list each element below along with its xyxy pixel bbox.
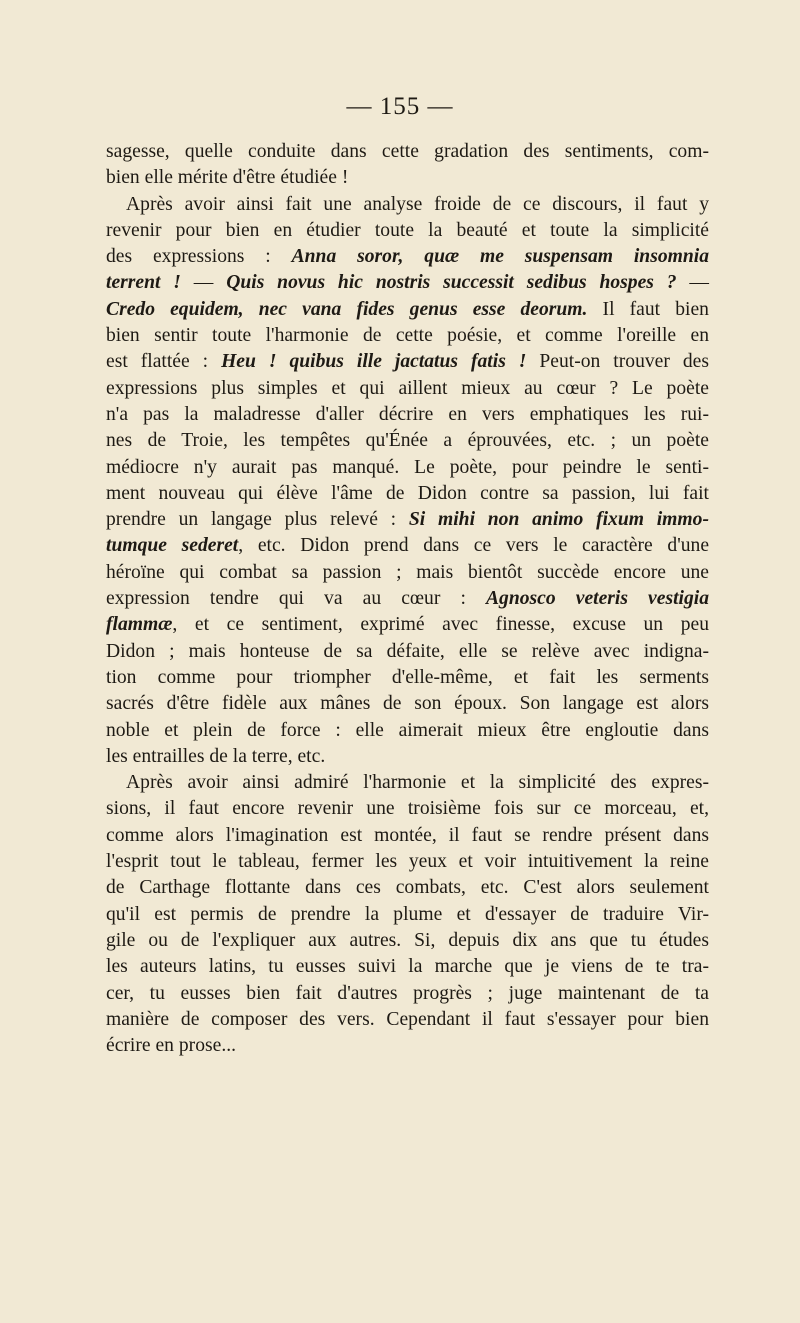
text-segment: des expressions :: [106, 246, 292, 268]
text-segment: , et ce sentiment, exprimé avec finesse, excuse un peu: [172, 614, 709, 636]
text-line: [106, 192, 709, 218]
text-line: [106, 665, 709, 691]
latin-quote: terrent !: [106, 272, 181, 294]
text-line: [106, 875, 709, 901]
text-line: [106, 297, 709, 323]
text-segment: comme alors l'imagination est montée, il faut se rendre présent dans: [106, 824, 709, 846]
text-line: [106, 928, 709, 954]
text-segment: tion comme pour triompher d'elle-même, et fait les serments: [106, 666, 709, 688]
closing-rule: [360, 862, 440, 863]
text-line: [106, 349, 709, 375]
text-line: [106, 796, 709, 822]
text-line: [106, 639, 709, 665]
text-line: [106, 902, 709, 928]
latin-quote: Quis novus hic nostris successit sedibus hospes ?: [226, 272, 677, 294]
text-segment: —: [180, 272, 227, 294]
text-segment: noble et plein de force : elle aimerait mieux être engloutie dans: [106, 719, 709, 741]
latin-quote: Agnosco veteris vestigia: [485, 588, 709, 610]
latin-quote: Anna soror, quæ me suspensam insomnia: [291, 246, 709, 268]
body-text: [106, 139, 709, 1059]
text-segment: prendre un langage plus relevé :: [106, 509, 409, 531]
text-segment: héroïne qui combat sa passion ; mais bientôt succède encore une: [106, 561, 709, 583]
text-line: [106, 165, 709, 191]
page-number: — 155 —: [346, 93, 454, 120]
text-line: [106, 981, 709, 1007]
text-line: [106, 691, 709, 717]
text-segment: revenir pour bien en étudier toute la beauté et toute la simplicité: [106, 219, 709, 241]
text-segment: les entrailles de la terre, etc.: [106, 745, 326, 767]
text-line: [106, 402, 709, 428]
text-line: [106, 560, 709, 586]
text-segment: les auteurs latins, tu eusses suivi la marche que je viens de te tra-: [106, 956, 709, 978]
text-line: [106, 612, 709, 638]
text-line: [106, 507, 709, 533]
text-segment: gile ou de l'expliquer aux autres. Si, depuis dix ans que tu études: [106, 929, 709, 951]
text-segment: Peut-on trouver des: [526, 351, 709, 373]
text-segment: sions, il faut encore revenir une troisième fois sur ce morceau, et,: [106, 798, 709, 820]
text-segment: l'esprit tout le tableau, fermer les yeux et voir intuitivement la reine: [106, 851, 709, 873]
text-line: [106, 586, 709, 612]
text-line: [106, 718, 709, 744]
text-segment: qu'il est permis de prendre la plume et d'essayer de traduire Vir-: [106, 903, 709, 925]
latin-quote: tumque sederet: [106, 535, 239, 557]
text-segment: bien elle mérite d'être étudiée !: [106, 167, 349, 189]
text-line: [106, 954, 709, 980]
text-line: [106, 1007, 709, 1033]
text-segment: , etc. Didon prend dans ce vers le caractère d'une: [238, 535, 710, 557]
text-line: [106, 770, 709, 796]
text-segment: cer, tu eusses bien fait d'autres progrès ; juge maintenant de ta: [106, 982, 709, 1004]
text-line: [106, 270, 709, 296]
text-segment: de Carthage flottante dans ces combats, etc. C'est alors seulement: [106, 877, 709, 899]
latin-quote: flammæ: [106, 614, 173, 636]
text-line: [106, 455, 709, 481]
text-segment: écrire en prose...: [106, 1035, 237, 1057]
text-segment: Didon ; mais honteuse de sa défaite, elle se relève avec indigna-: [106, 640, 709, 662]
text-line: [106, 244, 709, 270]
latin-quote: Si mihi non animo fixum immo-: [408, 509, 709, 531]
text-segment: —: [676, 272, 709, 294]
text-segment: expression tendre qui va au cœur :: [106, 588, 486, 610]
text-line: [106, 428, 709, 454]
text-segment: nes de Troie, les tempêtes qu'Énée a éprouvées, etc. ; un poète: [106, 430, 709, 452]
text-segment: manière de composer des vers. Cependant il faut s'essayer pour bien: [106, 1008, 709, 1030]
latin-quote: Credo equidem, nec vana fides genus esse deorum.: [106, 298, 588, 320]
text-line: [106, 218, 709, 244]
text-segment: sacrés d'être fidèle aux mânes de son époux. Son langage est alors: [106, 693, 709, 715]
text-segment: médiocre n'y aurait pas manqué. Le poète, pour peindre le senti-: [106, 456, 709, 478]
text-line: [106, 376, 709, 402]
text-line: [106, 323, 709, 349]
text-segment: bien sentir toute l'harmonie de cette poésie, et comme l'oreille en: [106, 325, 709, 347]
text-segment: est flattée :: [106, 351, 222, 373]
text-segment: Après avoir ainsi admiré l'harmonie et la simplicité des expres-: [126, 772, 709, 794]
text-line: [106, 533, 709, 559]
text-line: [106, 744, 709, 770]
text-segment: sagesse, quelle conduite dans cette gradation des sentiments, com-: [106, 141, 709, 162]
latin-quote: Heu ! quibus ille jactatus fatis !: [221, 351, 527, 373]
text-segment: expressions plus simples et qui aillent mieux au cœur ? Le poète: [106, 377, 709, 399]
text-segment: Il faut bien: [587, 298, 709, 320]
text-line: [106, 481, 709, 507]
text-line: [106, 139, 709, 165]
text-segment: n'a pas la maladresse d'aller décrire en vers emphatiques les rui-: [106, 403, 709, 425]
text-line: [106, 823, 709, 849]
text-segment: Après avoir ainsi fait une analyse froide de ce discours, il faut y: [126, 193, 709, 215]
text-segment: ment nouveau qui élève l'âme de Didon contre sa passion, lui fait: [106, 482, 709, 504]
text-line: [106, 1033, 709, 1059]
